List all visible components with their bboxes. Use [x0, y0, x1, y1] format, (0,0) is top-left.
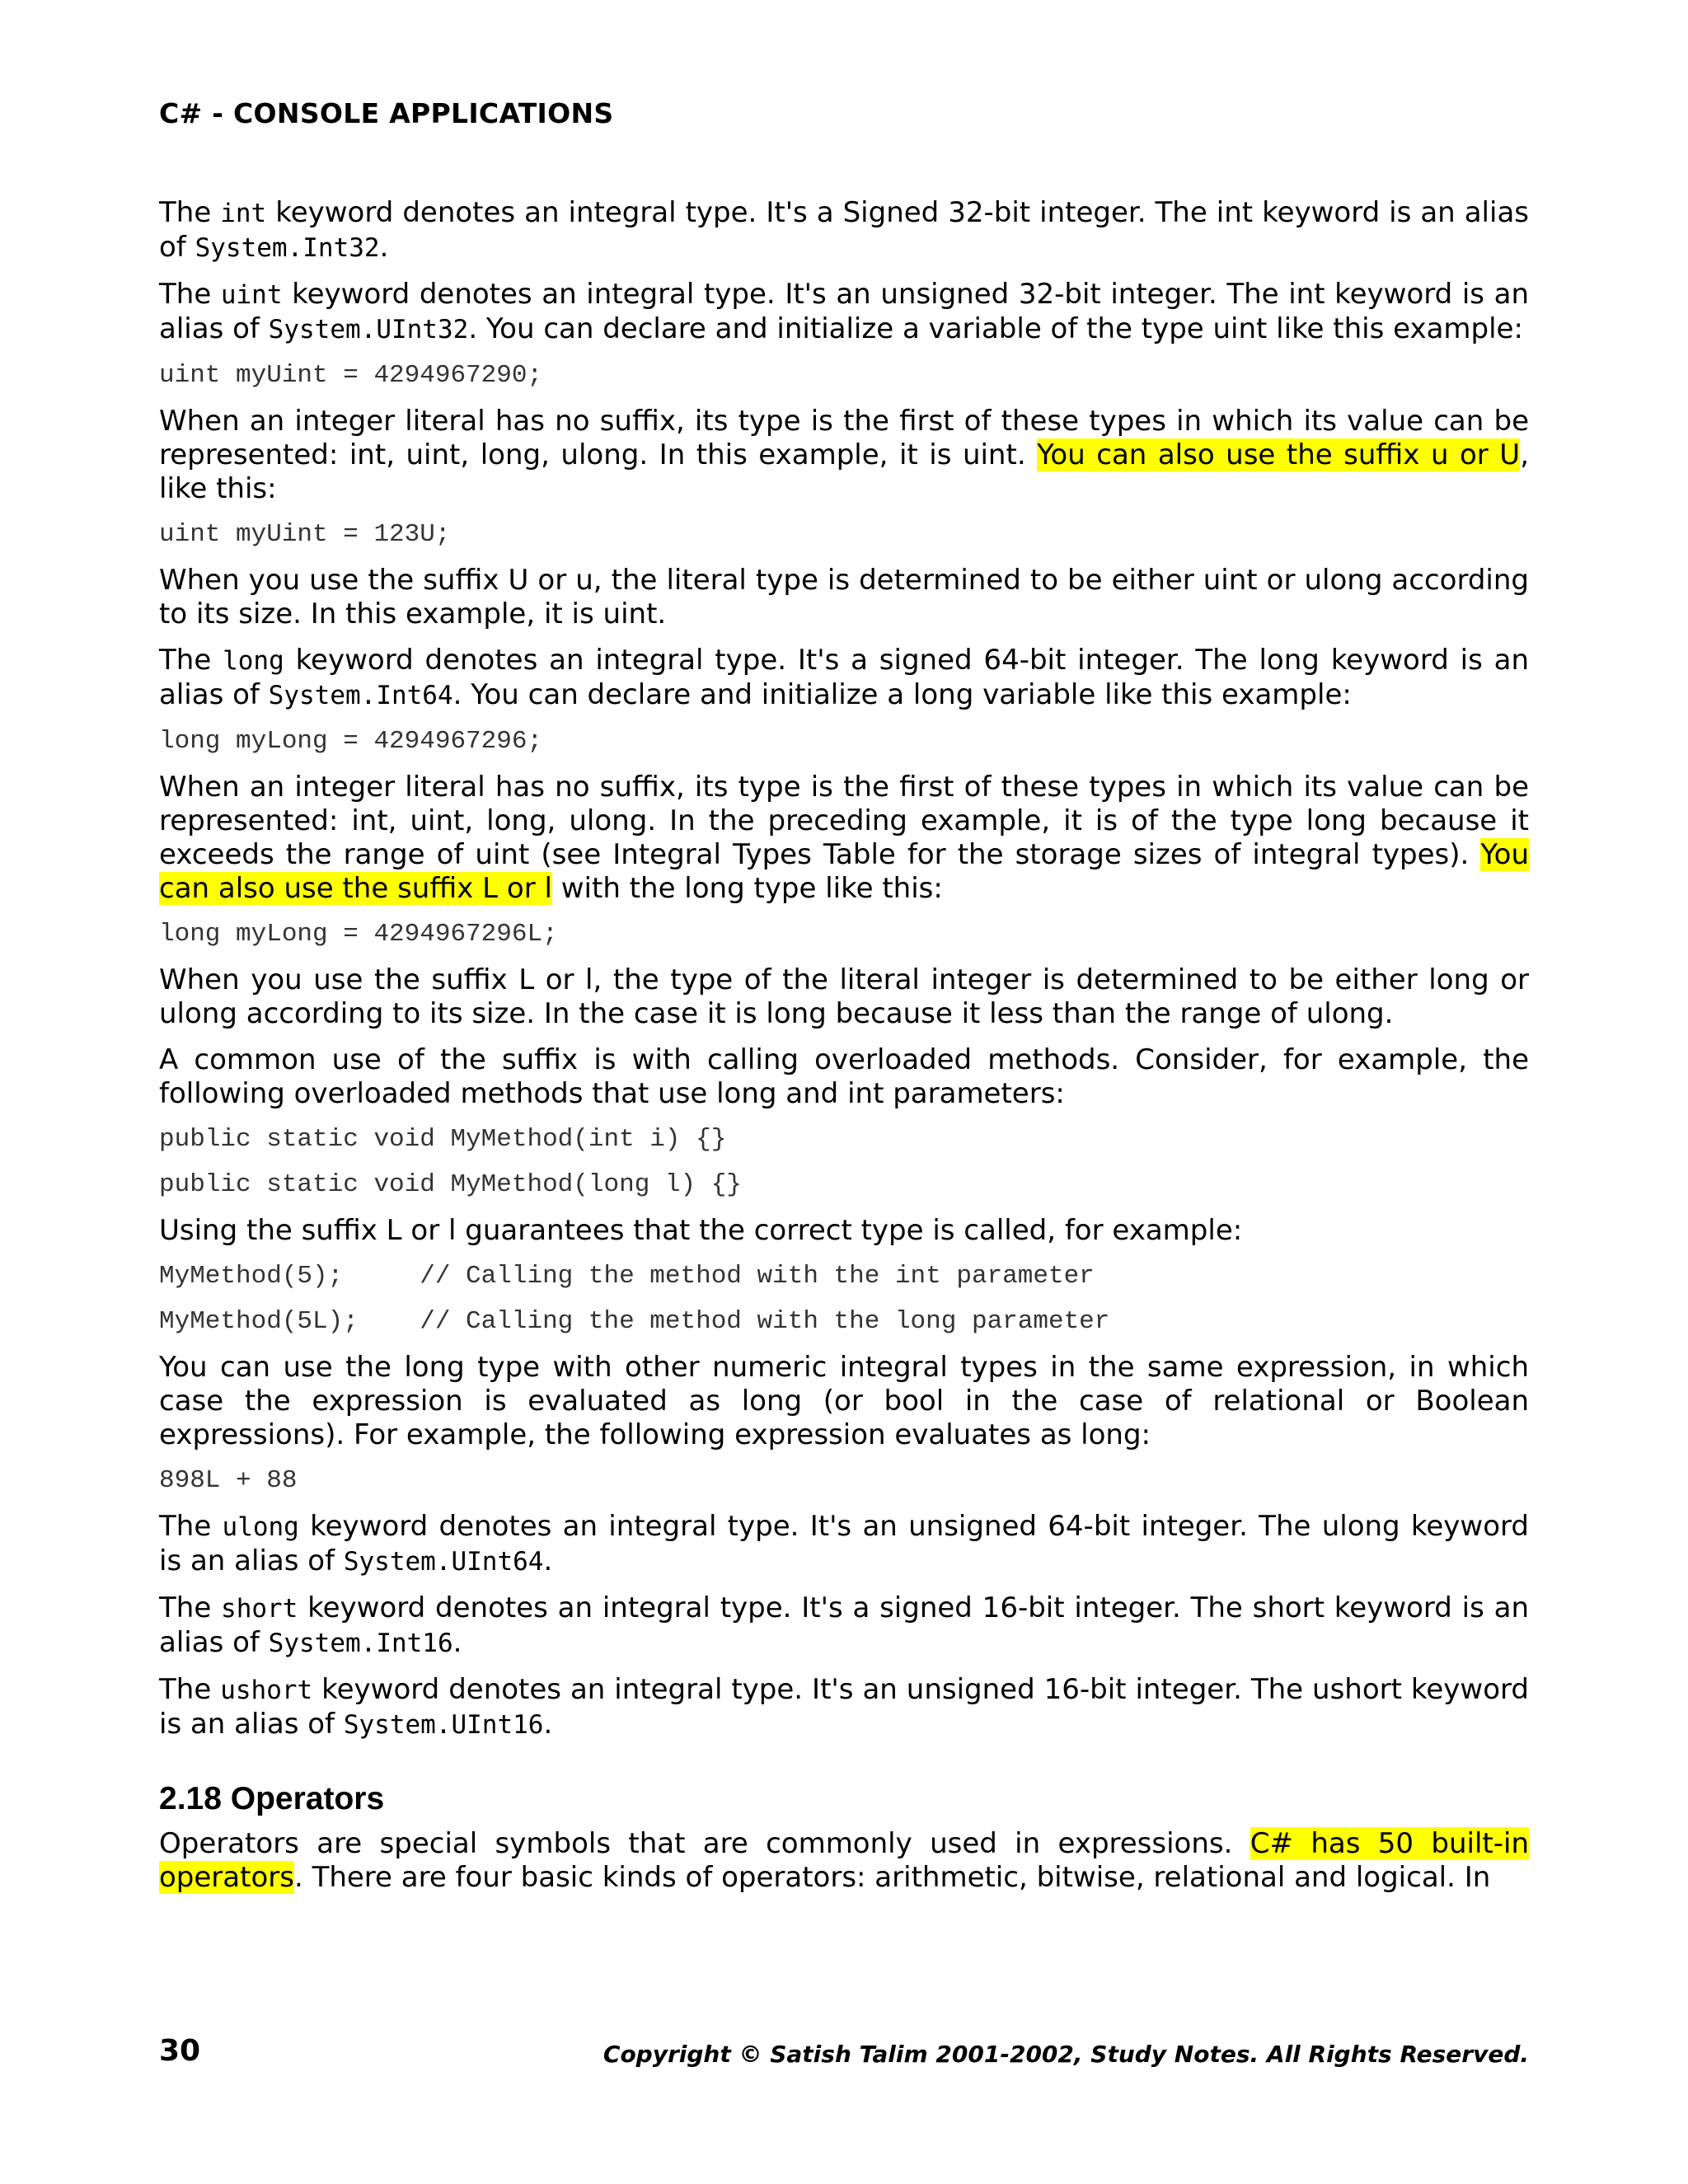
text-run: .	[379, 231, 389, 264]
code-line: public static void MyMethod(long l) {}	[159, 1170, 742, 1199]
text-run: When an integer literal has no suffix, its type is the first of these types in which its value can be represented: int, uint, long, ulong. In this example, it is uint.	[159, 405, 1529, 471]
inline-code: uint	[220, 280, 283, 310]
paragraph	[159, 405, 1529, 506]
section-heading: 2.18 Operators	[159, 1781, 385, 1816]
text-run: , like this:	[159, 438, 1529, 505]
text-run: keyword denotes an integral type. It's an unsigned 64-bit integer. The ulong keyword is an alias of	[159, 1510, 1530, 1577]
text-run: Using the suffix L or l guarantees that the correct type is called, for example:	[159, 1214, 1243, 1247]
paragraph	[159, 1591, 1529, 1661]
inline-code: System.UInt64	[343, 1547, 544, 1577]
code-line: long myLong = 4294967296L;	[159, 920, 558, 949]
text-run: The	[159, 1673, 221, 1706]
text-run: . You can declare and initialize a variable of the type uint like this example:	[468, 312, 1523, 345]
paragraph	[159, 644, 1529, 713]
paragraph	[159, 1214, 1529, 1248]
text-run: When an integer literal has no suffix, its type is the first of these types in which its value can be represented: int, uint, long, ulong. In the preceding example, it is of the type long because it exceeds the range of uint (see Integral Types Table for the storage sizes of integral types).	[159, 771, 1529, 871]
paragraph	[159, 564, 1529, 631]
paragraph	[159, 278, 1529, 347]
text-run: The	[159, 1510, 223, 1543]
highlighted-text: You can also use the suffix u or U	[1037, 438, 1521, 471]
code-line: uint myUint = 4294967290;	[159, 361, 543, 390]
paragraph	[159, 1827, 1529, 1895]
paragraph	[159, 1043, 1529, 1111]
code-line: MyMethod(5L); // Calling the method with the long parameter	[159, 1307, 1110, 1336]
inline-code: System.Int32	[195, 233, 380, 263]
code-line: uint myUint = 123U;	[159, 520, 451, 549]
inline-code: System.Int16	[268, 1629, 453, 1658]
inline-code: System.Int64	[268, 681, 453, 710]
text-run: When you use the suffix L or l, the type of the literal integer is determined to be either long or ulong according to its size. In the case it is long because it less than the range of ulong.	[159, 963, 1529, 1030]
text-run: keyword denotes an integral type. It's a Signed 32-bit integer. The int keyword is an alias of	[159, 196, 1529, 264]
text-run: keyword denotes an integral type. It's an unsigned 16-bit integer. The ushort keyword is an alias of	[159, 1673, 1530, 1741]
code-line: public static void MyMethod(int i) {}	[159, 1125, 727, 1154]
highlighted-text: You can also use the suffix L or l	[159, 838, 1529, 905]
copyright-notice: Copyright © Satish Talim 2001-2002, Study Notes. All Rights Reserved.	[603, 2041, 1529, 2068]
paragraph	[159, 1351, 1529, 1452]
page-number: 30	[159, 2034, 201, 2068]
paragraph	[159, 771, 1529, 906]
text-run: .	[543, 1708, 553, 1741]
code-line: MyMethod(5); // Calling the method with the int parameter	[159, 1262, 1095, 1291]
text-run: keyword denotes an integral type. It's a signed 16-bit integer. The short keyword is an alias of	[159, 1591, 1529, 1659]
text-run: .	[543, 1544, 553, 1577]
text-run: with the long type like this:	[551, 872, 943, 905]
text-run: The	[159, 1591, 222, 1624]
paragraph	[159, 963, 1529, 1031]
inline-code: int	[220, 199, 267, 228]
code-line: long myLong = 4294967296;	[159, 727, 543, 756]
text-run: The	[159, 644, 223, 677]
text-run: keyword denotes an integral type. It's a signed 64-bit integer. The long keyword is an alias of	[159, 644, 1529, 711]
highlighted-text: C# has 50 built-in operators	[159, 1827, 1529, 1894]
text-run: You can use the long type with other numeric integral types in the same expression, in which case the expression is evaluated as long (or bool in the case of relational or Boolean expressions). For example, the following expression evaluates as long:	[159, 1351, 1529, 1451]
text-run: A common use of the suffix is with calling overloaded methods. Consider, for example, the following overloaded methods that use long and int parameters:	[159, 1043, 1529, 1110]
text-run: . There are four basic kinds of operators: arithmetic, bitwise, relational and logical. In	[293, 1861, 1491, 1894]
inline-code: long	[223, 646, 284, 676]
code-line: 898L + 88	[159, 1466, 298, 1495]
document-body	[159, 196, 1529, 1907]
running-header: C# - CONSOLE APPLICATIONS	[159, 97, 614, 129]
inline-code: System.UInt32	[268, 315, 469, 344]
text-run: . You can declare and initialize a long variable like this example:	[452, 678, 1352, 711]
inline-code: ulong	[222, 1512, 299, 1542]
paragraph	[159, 1510, 1529, 1579]
text-run: keyword denotes an integral type. It's an unsigned 32-bit integer. The int keyword is an alias of	[159, 278, 1530, 345]
text-run: Operators are special symbols that are commonly used in expressions.	[159, 1827, 1250, 1860]
inline-code: System.UInt16	[343, 1710, 544, 1740]
inline-code: short	[221, 1594, 298, 1624]
text-run: The	[159, 278, 221, 311]
text-run: .	[452, 1626, 462, 1659]
paragraph	[159, 196, 1529, 265]
text-run: When you use the suffix U or u, the literal type is determined to be either uint or ulong according to its size. In this example, it is uint.	[159, 564, 1529, 630]
paragraph	[159, 1673, 1529, 1742]
text-run: The	[159, 196, 221, 229]
inline-code: ushort	[220, 1675, 313, 1705]
